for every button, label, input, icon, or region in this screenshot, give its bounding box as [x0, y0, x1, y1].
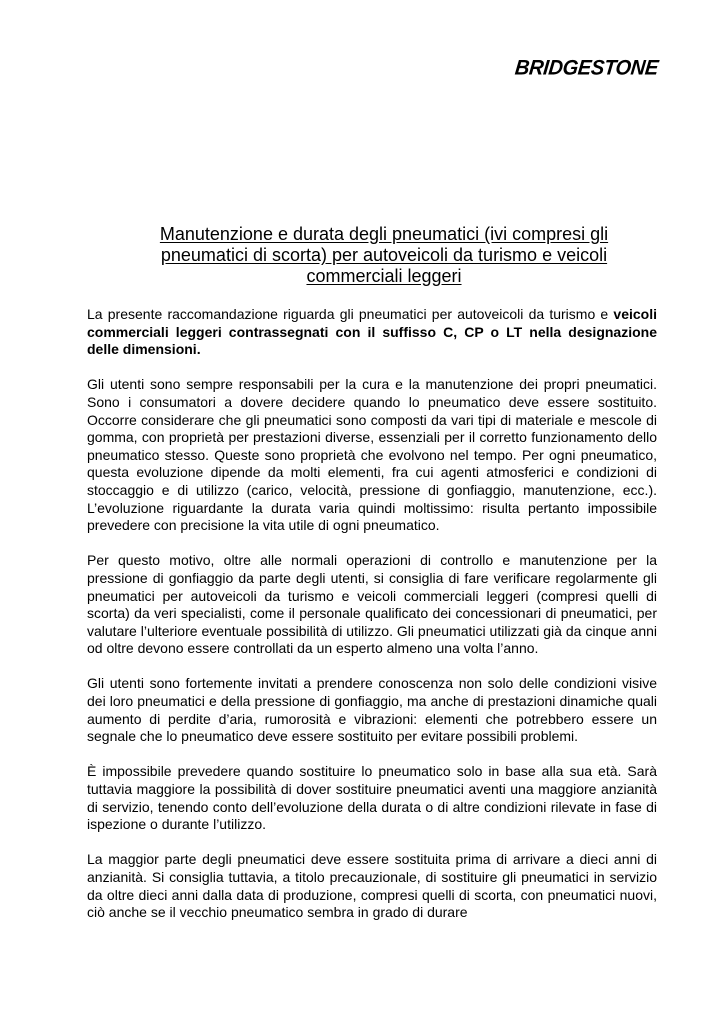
- paragraph-awareness: Gli utenti sono fortemente invitati a prendere conoscenza non solo delle condizioni visive dei loro pneumatici e della pressione di gonfiaggio, ma anche di prestazioni dinamiche quali aumento di perdite d’aria, rumorosità e vibrazioni: elementi che potrebbero essere un segnale che lo pneumatico deve essere sostituito per evitare possibili problemi.: [87, 675, 657, 745]
- bridgestone-logo: BRIDGESTONE: [513, 56, 660, 80]
- document-title: Manutenzione e durata degli pneumatici (ivi compresi gli pneumatici di scorta) per autoveicoli da turismo e veicoli commerciali leggeri: [159, 224, 609, 286]
- intro-paragraph: [87, 306, 657, 359]
- document-body: [87, 306, 657, 939]
- paragraph-replacement: La maggior parte degli pneumatici deve essere sostituita prima di arrivare a dieci anni di anzianità. Si consiglia tuttavia, a titolo precauzionale, di sostituire gli pneumatici in servizio da oltre dieci anni dalla data di produzione, compresi quelli di scorta, con pneumatici nuovi, ciò anche se il vecchio pneumatico sembra in grado di durare: [87, 851, 657, 921]
- intro-text: La presente raccomandazione riguarda gli pneumatici per autoveicoli da turismo e: [87, 306, 614, 322]
- paragraph-inspection: Per questo motivo, oltre alle normali operazioni di controllo e manutenzione per la pressione di gonfiaggio da parte degli utenti, si consiglia di fare verificare regolarmente gli pneumatici per autoveicoli da turismo e veicoli commerciali leggeri (compresi quelli di scorta) da veri specialisti, come il personale qualificato dei concessionari di pneumatici, per valutare l’ulteriore eventuale possibilità di utilizzo. Gli pneumatici utilizzati già da cinque anni od oltre devono essere controllati da un esperto almeno una volta l’anno.: [87, 552, 657, 657]
- intro-bold-text: veicoli commerciali leggeri contrassegnati con il suffisso C, CP o LT nella designazione delle dimensioni.: [87, 306, 657, 358]
- paragraph-responsibility: Gli utenti sono sempre responsabili per la cura e la manutenzione dei propri pneumatici. Sono i consumatori a dovere decidere quando lo pneumatico deve essere sostituito. Occorre considerare che gli pneumatici sono composti da vari tipi di materiale e mescole di gomma, con proprietà per prestazioni diverse, essenziali per il corretto funzionamento dello pneumatico stesso. Queste sono proprietà che evolvono nel tempo. Per ogni pneumatico, questa evoluzione dipende da molti elementi, fra cui agenti atmosferici e condizioni di stoccaggio e di utilizzo (carico, velocità, pressione di gonfiaggio, manutenzione, ecc.). L’evoluzione riguardante la durata varia quindi moltissimo: risulta pertanto impossibile prevedere con precisione la vita utile di ogni pneumatico.: [87, 376, 657, 534]
- paragraph-age: È impossibile prevedere quando sostituire lo pneumatico solo in base alla sua età. Sarà tuttavia maggiore la possibilità di dover sostituire pneumatici aventi una maggiore anzianità di servizio, tenendo conto dell’evoluzione della durata o di altre condizioni rilevate in fase di ispezione o durante l’utilizzo.: [87, 763, 657, 833]
